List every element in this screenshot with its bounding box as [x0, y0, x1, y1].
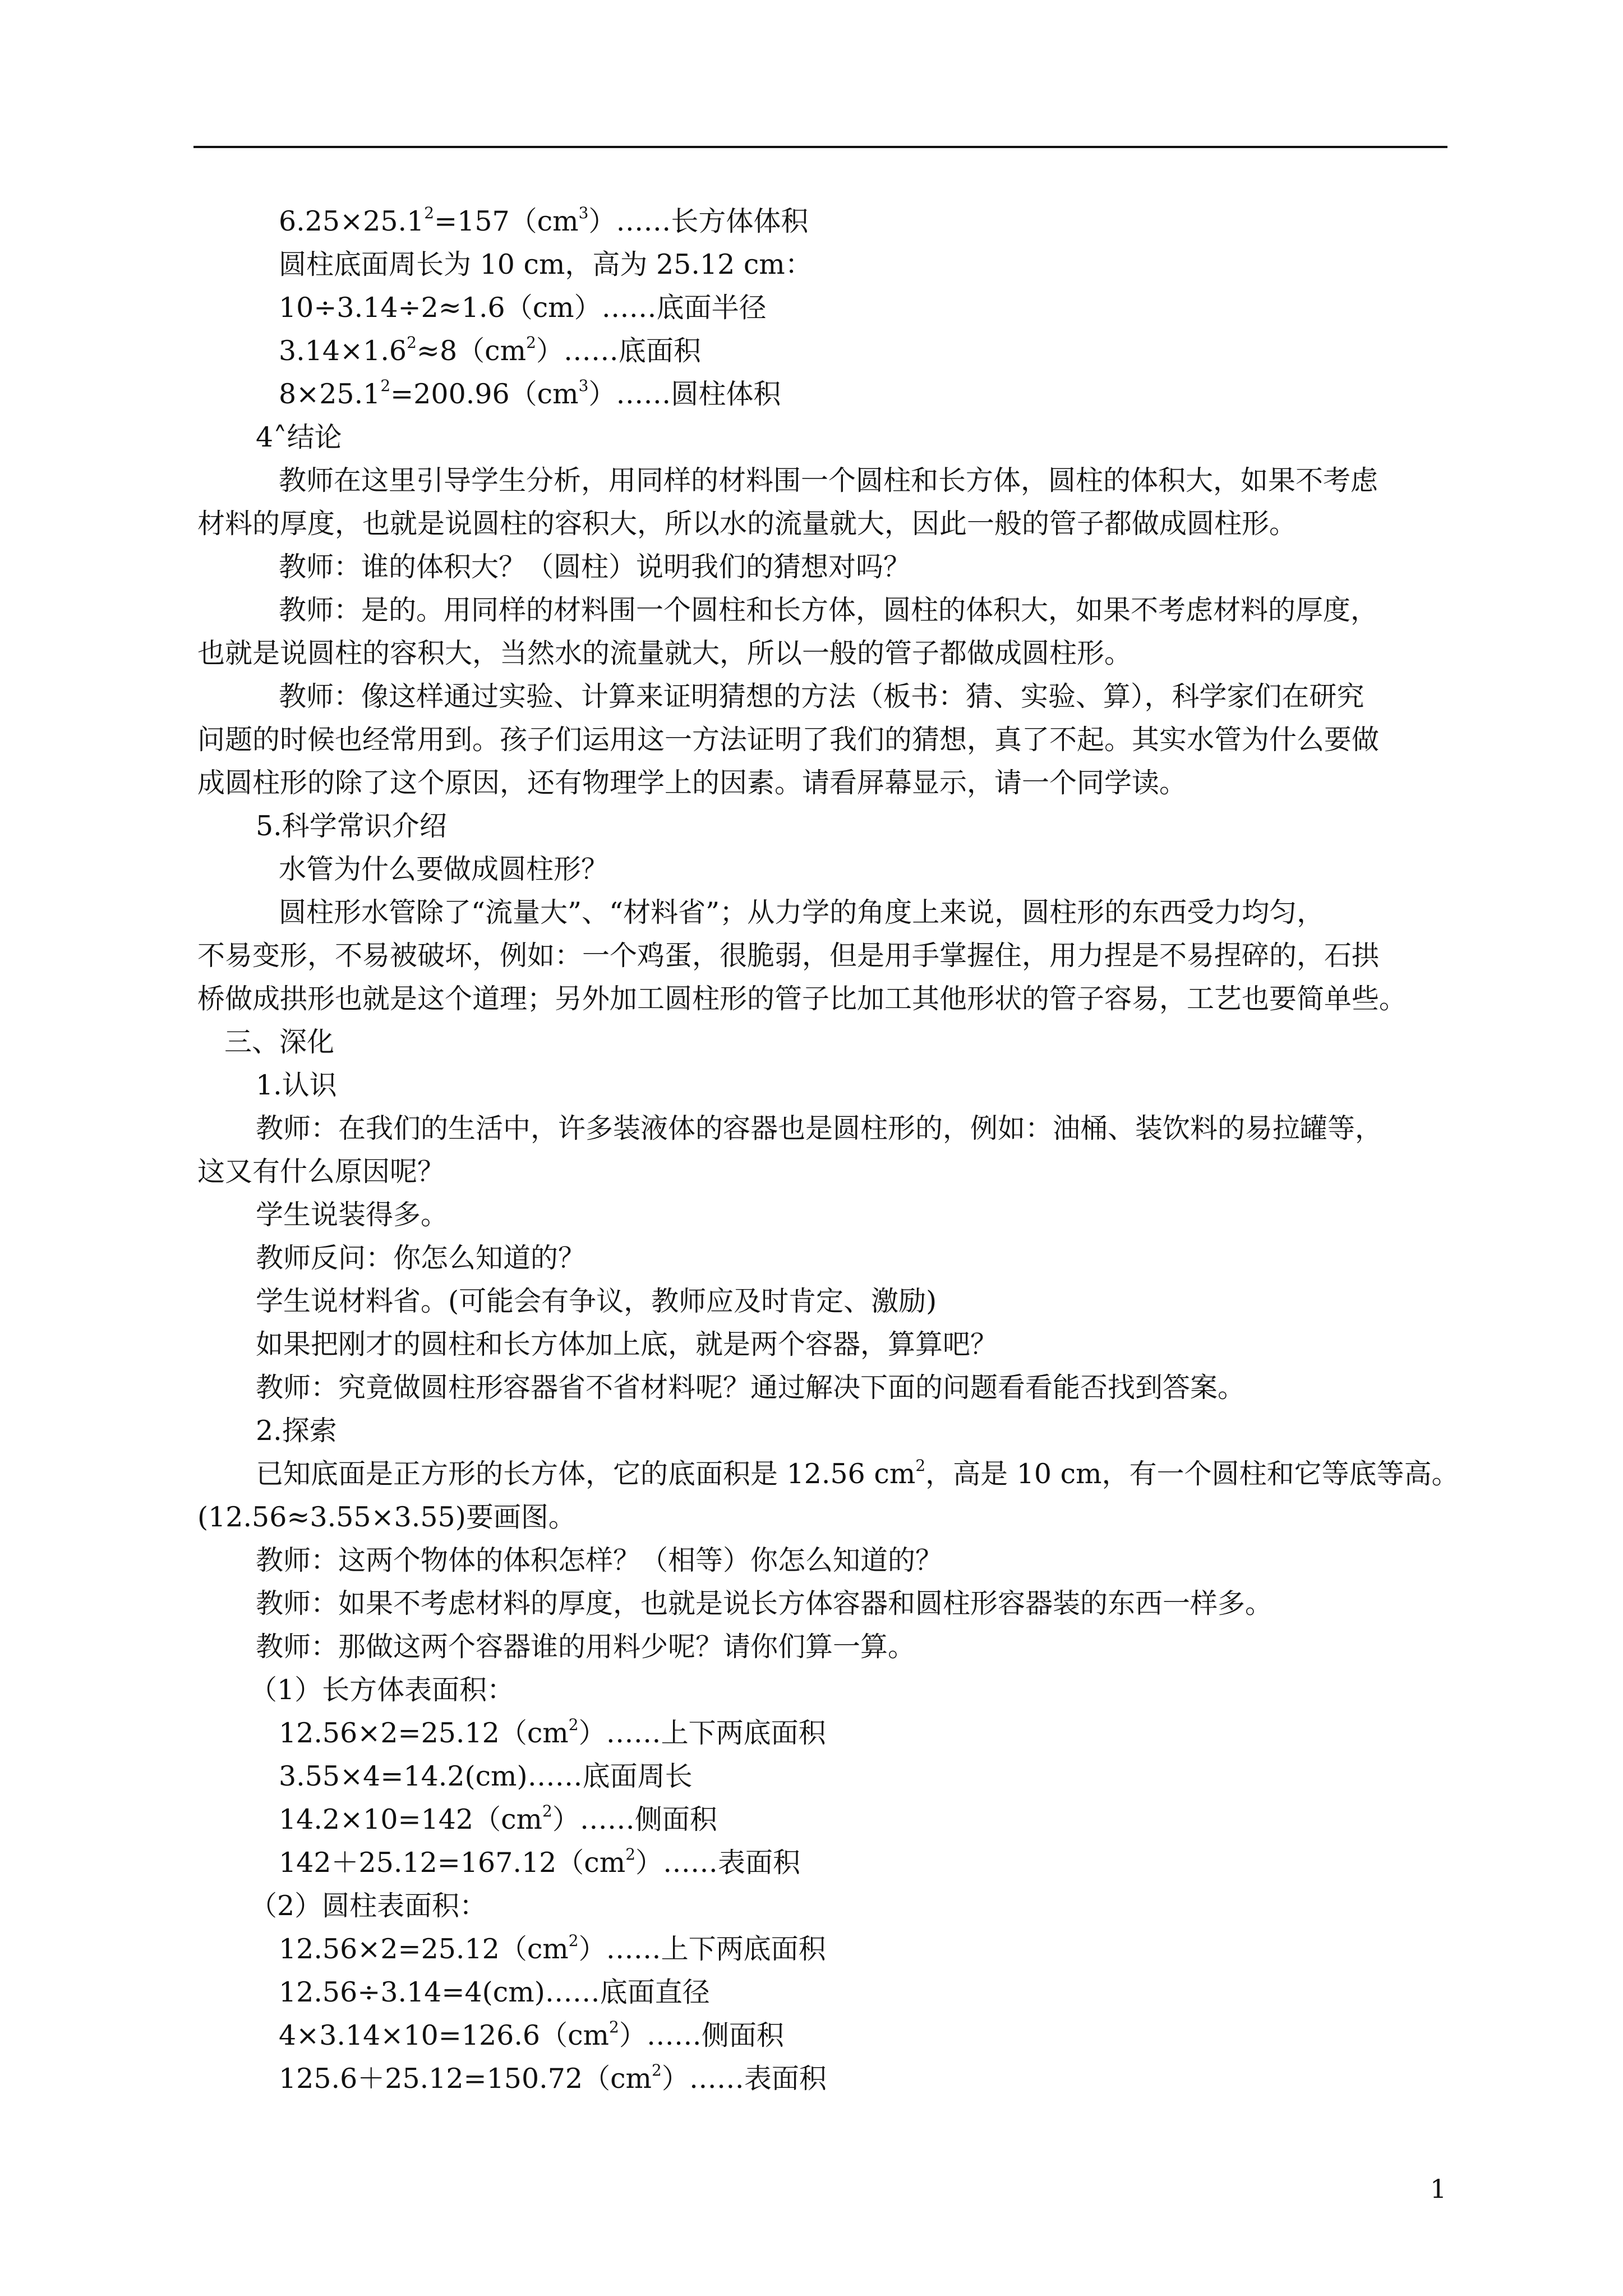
text-line: 不易变形，不易被破坏，例如：一个鸡蛋，很脆弱，但是用手掌握住，用力捏是不易捏碎的，石拱 — [197, 940, 1380, 972]
text-line: $4\times 3.14\times 10=126.6(cm^2)\dots\dots$侧面积 — [279, 2018, 784, 2051]
text-line: $8\times 25.1^2=200.96(cm^3)\dots\dots$圆柱体积 — [279, 376, 781, 410]
text-line: 这又有什么原因呢？ — [197, 1156, 445, 1188]
text-line: 如果把刚才的圆柱和长方体加上底，就是两个容器，算算吧？ — [256, 1328, 998, 1360]
text-line: 学生说装得多。 — [256, 1199, 449, 1231]
text-line: $142+25.12=167.12(cm^2)\dots\dots$表面积 — [279, 1845, 801, 1879]
section-heading: 2.探索 — [256, 1415, 337, 1447]
text-line: 问题的时候也经常用到。孩子们运用这一方法证明了我们的猜想，真了不起。其实水管为什么要做 — [197, 724, 1380, 756]
text-line: $12.56\times 2=25.12(cm^2)\dots\dots$上下两底面积 — [279, 1931, 826, 1965]
text-line: 也就是说圆柱的容积大，当然水的流量就大，所以一般的管子都做成圆柱形。 — [197, 637, 1132, 669]
text-line: $125.6+25.12=150.72(cm^2)\dots\dots$表面积 — [279, 2061, 827, 2095]
text-line: 已知底面是正方形的长方体，它的底面积是 12.56 $cm^2$，高是 10 cm，有一个圆柱和它等底等高。 — [256, 1456, 1459, 1490]
sub-heading: （2）圆柱表面积： — [250, 1890, 487, 1922]
text-line: 10÷3.14÷2≈1.6（cm）……底面半径 — [279, 292, 767, 324]
text-line: 教师：如果不考虑材料的厚度，也就是说长方体容器和圆柱形容器装的东西一样多。 — [256, 1588, 1273, 1619]
text-line: 教师：谁的体积大？（圆柱）说明我们的猜想对吗？ — [279, 551, 911, 583]
text-line: 成圆柱形的除了这个原因，还有物理学上的因素。请看屏幕显示，请一个同学读。 — [197, 767, 1187, 799]
text-line: $3.14\times 1.6^2\approx 8(cm^2)\dots\dots$底面积 — [279, 333, 701, 367]
sub-heading: （1）长方体表面积： — [250, 1674, 515, 1706]
text-line: $14.2\times 10=142(cm^2)\dots\dots$侧面积 — [279, 1802, 717, 1835]
text-line: 教师反问：你怎么知道的？ — [256, 1242, 586, 1274]
header-rule — [193, 146, 1447, 148]
section-heading: 三、深化 — [224, 1026, 335, 1058]
text-line: 教师在这里引导学生分析，用同样的材料围一个圆柱和长方体，圆柱的体积大，如果不考虑 — [279, 464, 1378, 496]
text-line: 12.56÷3.14=4(cm)……底面直径 — [279, 1976, 710, 2008]
text-line: 教师：这两个物体的体积怎样？（相等）你怎么知道的？ — [256, 1544, 943, 1576]
text-line: 教师：像这样通过实验、计算来证明猜想的方法（板书：猜、实验、算），科学家们在研究 — [279, 680, 1364, 712]
section-heading: 1.认识 — [256, 1069, 337, 1101]
text-line: 教师：是的。用同样的材料围一个圆柱和长方体，圆柱的体积大，如果不考虑材料的厚度， — [279, 594, 1378, 626]
text-line: 圆柱形水管除了“流量大”、“材料省”；从力学的角度上来说，圆柱形的东西受力均匀， — [279, 896, 1325, 928]
text-line: 教师：那做这两个容器谁的用料少呢？请你们算一算。 — [256, 1631, 916, 1663]
section-heading: 5.科学常识介绍 — [256, 810, 447, 842]
text-line: 教师：究竟做圆柱形容器省不省材料呢？通过解决下面的问题看看能否找到答案。 — [256, 1372, 1246, 1404]
text-line: 学生说材料省。(可能会有争议，教师应及时肯定、激励) — [256, 1285, 937, 1317]
text-line: 教师：在我们的生活中，许多装液体的容器也是圆柱形的，例如：油桶、装饮料的易拉罐等， — [256, 1112, 1383, 1144]
text-line: 3.55×4=14.2(cm)……底面周长 — [279, 1760, 693, 1792]
section-heading: 4˄结论 — [256, 421, 342, 453]
text-line: $12.56\times 2=25.12(cm^2)\dots\dots$上下两底面积 — [279, 1715, 826, 1749]
text-line: 水管为什么要做成圆柱形？ — [279, 853, 609, 885]
text-line: 桥做成拱形也就是这个道理；另外加工圆柱形的管子比加工其他形状的管子容易，工艺也要简单些。 — [197, 983, 1407, 1015]
text-line: $6.25\times 25.1^2=157(cm^3)\dots\dots$长方体体积 — [279, 204, 809, 237]
text-line: (12.56≈3.55×3.55)要画图。 — [197, 1501, 576, 1533]
page-number: 1 — [1430, 2174, 1447, 2204]
text-line: 材料的厚度，也就是说圆柱的容积大，所以水的流量就大，因此一般的管子都做成圆柱形。 — [197, 508, 1297, 540]
text-line: 圆柱底面周长为 10 cm，高为 25.12 cm： — [279, 249, 813, 280]
